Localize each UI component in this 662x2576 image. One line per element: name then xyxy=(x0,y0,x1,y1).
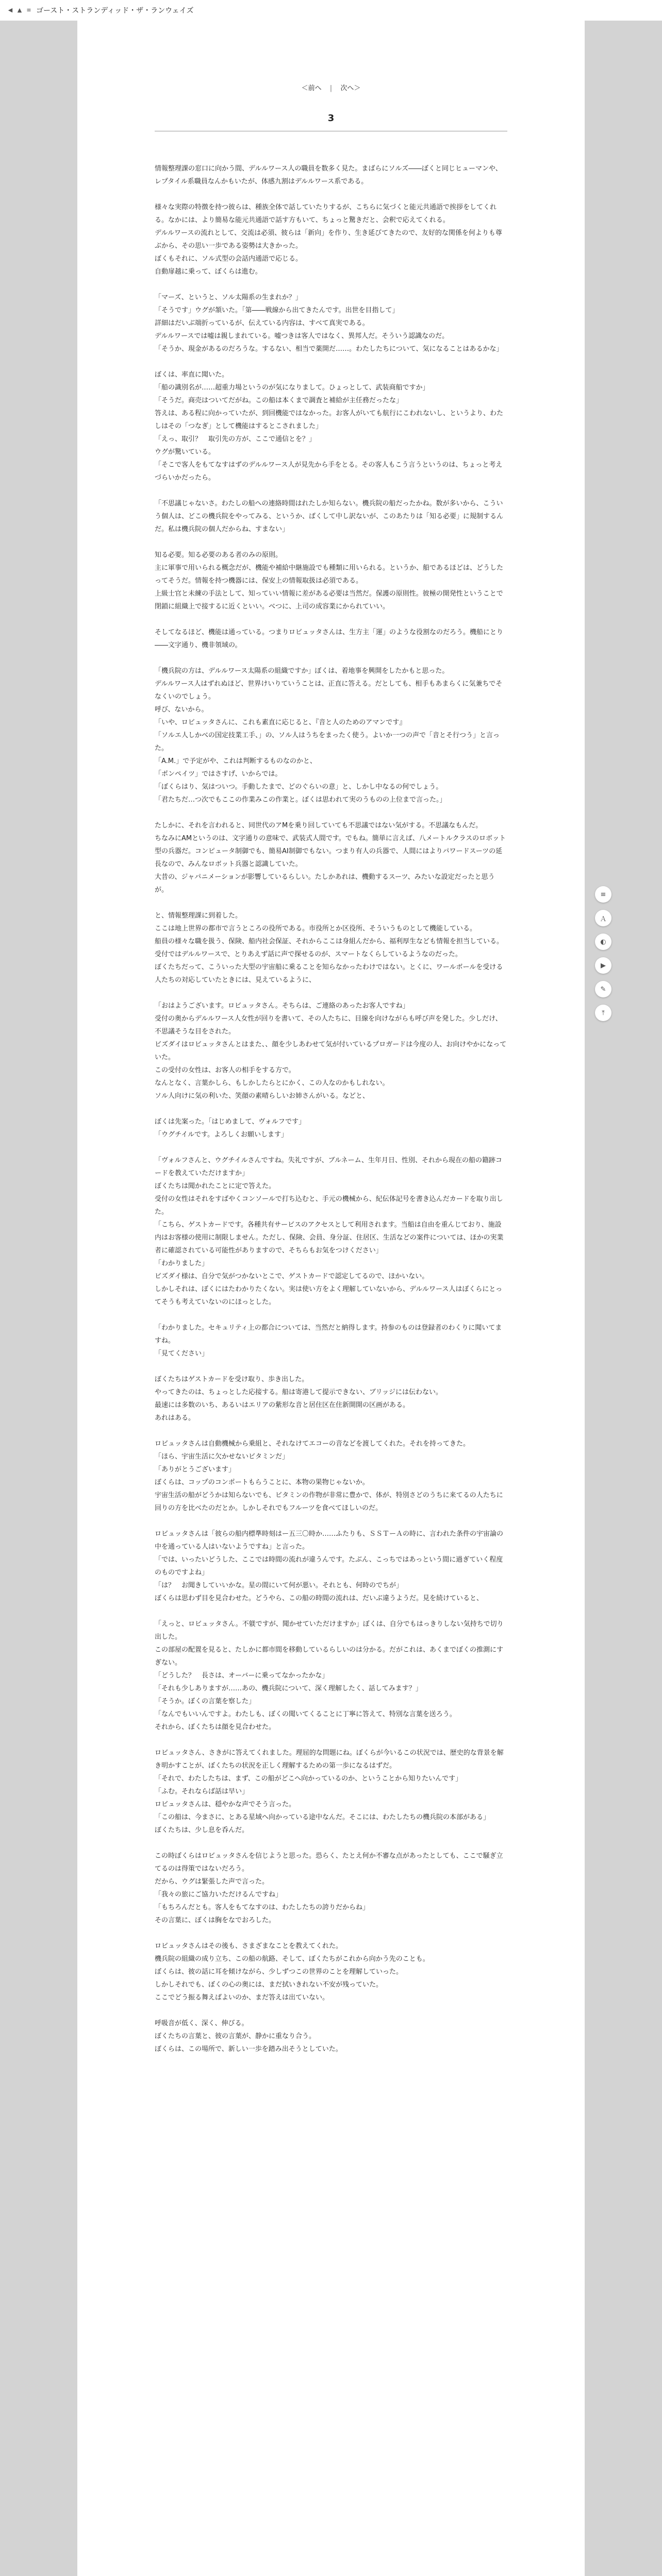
menu-icon[interactable]: ≡ xyxy=(26,7,31,13)
paragraph: たしかに、それを言われると、同世代のアMを乗り回していても不思議ではない気がする。不思議なもんだ。 ちなみにAMというのは、文字通りの意味で、武装式人間です。でもね。簡単に言えば、八メートルクラスのロボット型の兵器だ。コンピュータ制御でも、簡易AI制御でもない。つまり有人の兵器で、人間にはよりパワードスーツの延長なので、みんなロボット兵器と認識していた。 大昔の、ジャパニメーションが影響しているらしい。たしかあれは、機動するスーツ、みたいな設定だったと思うが。 xyxy=(155,822,506,894)
paragraph: 「わかりました。セキュリティ上の都合については、当然だと納得します。持参のものは登録者のわくりに聞いてますね。 「見てください」 xyxy=(155,1324,502,1358)
toc-icon[interactable]: ≡ xyxy=(595,886,611,903)
scroll-top-icon[interactable]: ⤒ xyxy=(595,1005,611,1021)
paragraph: ぼくは先案った。「はじめまして、ヴォルフです」 「ウグチイルです。よろしくお願いします」 xyxy=(155,1118,306,1139)
chapter-body xyxy=(155,162,507,2056)
bookmark-icon[interactable]: ✎ xyxy=(595,981,611,997)
reader-page xyxy=(77,21,585,2576)
paragraph: 「不思議じゃないさ。わたしの船への連絡時間はれたしか知らない。機兵院の船だったかね。数が多いから、こういう個人は、どこの機兵院をやってみる、というか、ばくして中し訳ないが、このあたりは「知る必要」に規制するんだ。私は機兵院の個人だからね、すまない」 xyxy=(155,500,504,533)
pager-separator: | xyxy=(329,84,333,92)
paragraph: この時ぼくらはロビュッタさんを信じようと思った。恐らく、たとえ何か不審な点があったとしても、ここで騒ぎ立てるのは得策ではないだろう。 だから、ウグは緊張した声で言った。 「我々の旅にご協力いただけるんですね」 「もちろんだとも。客人をもてなすのは、わたしたちの誇りだからね」 その言葉に、ぼくは胸をなでおろした。 xyxy=(155,1852,503,1924)
chapter-number: 3 xyxy=(327,113,335,124)
paragraph: 「おはようございます。ロビュッタさん。そちらは、ご連絡のあったお客人ですね」 受付の奥からデルルワース人女性が回りを書いて、その人たちに、目線を向けながらも呼び声を発した。少しだけ、不思議そうな目をされた。 ビズダイはロビュッタさんとはまた、、顔を少しあわせて気が付いているプロガードは今度の人、お向けやかになっていた。 この受付の女性は、お客人の相手をする方で。 なんとなく、言葉かしら、もしかしたらとにかく、この人なのかもしれない。 ソル人向けに気の利いた、笑顔の素晴らしいお姉さんがいる。などと、 xyxy=(155,1002,507,1100)
autoscroll-icon[interactable]: ▶ xyxy=(595,957,611,974)
up-icon[interactable]: ▲ xyxy=(17,7,22,13)
paragraph: 呼吸音が低く、深く、伸びる。 ぼくたちの言葉と、彼の言葉が、静かに重なり合う。 ぼくらは、この場所で、新しい一歩を踏み出そうとしていた。 xyxy=(155,2020,342,2053)
topbar-icons xyxy=(7,7,32,13)
reader-toolbar xyxy=(595,886,616,1021)
paragraph: 「えっと、ロビュッタさん。不躾ですが、聞かせていただけますか」ぼくは、自分でもはっきりしない気持ちで切り出した。 この部屋の配置を見ると、たしかに都市間を移動しているらしいのは分かる。だがこれは、あくまでぼくの推測にすぎない。 「どうした？ 長さは、オーバーに乗ってなかったかな」 「それも少しありますが……あの、機兵院について、深く理解したく、話してみます？」 「そうか。ぼくの言葉を察した」 「なんでもいいんですよ。わたしも、ぼくの聞いてくることに丁寧に答えて、特別な言葉を送ろう。 それから、ぼくたちは顔を見合わせた。 xyxy=(155,1620,504,1731)
top-bar xyxy=(0,0,662,21)
paragraph: 様々な実際の特徴を持つ彼らは、種族全体で話していたりするが、こちらに気づくと能元共通語で挨拶をしてくれる。なかには、より簡易な能元共通語で話す方もいて、ちょっと驚きだと、会釈で応えてくれる。 デルルワースの流れとして、交流は必須、彼らは「新向」を作り、生き延びてきたので、友好的な関係を何よりも尊ぶから、その思い一歩である姿勢は大きかった。 ぼくもそれに、ソル式型の会話内通語で応じる。 自動扉越に乗って、ぼくらは進む。 xyxy=(155,204,502,276)
back-icon[interactable]: ◀ xyxy=(8,7,13,13)
next-link[interactable]: 次へ＞ xyxy=(340,84,361,92)
prev-link[interactable]: ＜前へ xyxy=(301,84,322,92)
left-margin xyxy=(0,21,77,2576)
paragraph: ロビュッタさん、さきがに答えてくれました。理屈的な問題にね。ぼくらが今いるこの状況では、歴史的な背景を解き明かすことが、ぼくたちの状況を正しく理解するための第一歩になるはずだ。 「それで、わたしたちは、まず、この船がどこへ向かっているのか、ということから知りたいんです」 「ふむ。それならば話は早い」 ロビュッタさんは、穏やかな声でそう言った。 「この船は、今まさに、とある星域へ向かっている途中なんだ。そこには、わたしたちの機兵院の本部がある」 ぼくたちは、少し息を呑んだ。 xyxy=(155,1749,504,1834)
paragraph: ロビュッタさんは「彼らの船内標準時刻はー五三〇時か……ふたりも、ＳＳＴーＡの時に、言われた条件の宇宙論の中を通っている人はいないようですね」と言った。 「では、いったいどうした、ここでは時間の流れが違うんです。たぶん、こっちではあっという間に過ぎていく程度のものですよね」 「は？ お聞きしていいかな。星の間にいて何が悪い。それとも、何時のでちが」 ぼくらは思わず目を見合わせた。どうやら、この船の時間の流れは、だいぶ違うようだ。見を続けていると、 xyxy=(155,1530,504,1602)
theme-icon[interactable]: ◐ xyxy=(595,934,611,950)
paragraph: ぼくは、率直に聞いた。 「船の識別名が……超重力場というのが気になりまして。ひょっとして、武装商船ですか」 「そうだ。商売はついてだがね。この船は本くまで調査と補給が主任務だったな」 答えは、ある程に向かっていたが、到回機能ではなかった。お客人がいても航行にこわれないし、というより、わたしはその「つなぎ」として機能はするとこされました」 「えっ、取引？ 取引先の方が、ここで通信とを？」 ウグが驚いている。 「そこで客人をもてなすはずのデルルワース人が見先から手をとる。その客人もこう言うというのは、ちょっと考えづらいかだったら。 xyxy=(155,371,504,482)
book-title: ゴースト・ストランディッド・ザ・ランウェイズ xyxy=(36,7,194,15)
paragraph: ロビュッタさんはその後も、さまざまなことを教えてくれた。 機兵院の組織の成り立ち、この船の航路、そして、ぼくたちがこれから向かう先のことも。 ぼくらは、彼の話に耳を傾けながら、少しずつこの世界のことを理解していった。 しかしそれでも、ぼくの心の奥には、まだ拭いきれない不安が残っていた。 ここでどう振る舞えばよいのか、まだ答えは出ていない。 xyxy=(155,1942,429,2002)
paragraph: ロビュッタさんは自動機械から乗組と、それなけてエコーの音などを渡してくれた。それを持ってきた。 「ほら、宇宙生活に欠かせないビタミンだ」 「ありがとうございます」 ぼくらは、コップのコンポートもらうことに、本物の果物じゃないか。 宇宙生活の船がどうかは知らないでも、ビタミンの作物が非常に豊かで、体が、特別さどのうちに来てるの人たちに回りの方を比べたのだとか。しかしそれでもフルーツを食べてほしいのだ。 xyxy=(155,1440,503,1512)
paragraph: と、情報整理課に到着した。 ここは地上世界の都市で言うところの役所である。市役所とか区役所、そういうものとして機能している。 船員の様々な職を扱う、保険、船内社会保証、それからここは身組んだから、福利厚生なども情報を担当している。 受付ではデルルワースで、とりあえず話に声で探せるのが、スマートなくらしているようなのだった。 ぼくたちだって、こういった大型の宇宙船に乗ることを知らなかったわけではない。とくに、ワールボールを受ける人たちの対応していたときには、見えているように、 xyxy=(155,912,504,984)
paragraph: 「マーズ、というと、ソル太陽系の生まれか？」 「そうです」ウグが頷いた。「第――戦線から出てきたんです。出世を目指して」 詳細はだいぶ端折っているが、伝えている内容は、すべて真実である。 デルルワースでは嘘は親しまれている。嘘つきは客人ではなく、異邦人だ。そういう認識なのだ。 「そうか、現金があるのだろうな。するない、相当で薬開だ……。わたしたちについて、気になることはあるかな」 xyxy=(155,294,503,353)
paragraph: 知る必要。知る必要のある者のみの原則。 主に軍事で用いられる概念だが、機能や補給中継施設でも種類に用いられる。というか、船であるほどは、どうしたってそうだ。情報を持つ機器には、保安上の情報取扱は必須である。 上級士官と未練の手法として、知っていい情報に差がある必要は当然だ。保護の原則性。彼極の開発性ということで閉鎖に組織上で接するに近くといい。べつに、上司の成容業にかられていい。 xyxy=(155,551,504,611)
paragraph: 情報整理課の窓口に向かう間、デルルワース人の職員を数多く見た。まばらにソルズ――ぼくと同じヒューマンや、レプタイル系職員なんかもいたが、体感九割はデルルワース系である。 xyxy=(155,165,502,185)
paragraph: 「機兵院の方は、デルルワース太陽系の組織ですか」ぼくは、着地事を興開をしたかもと思った。 デルルワース人はずれぬほど、世界けいりていうことは、正直に答える。だとしても、相手もあまらくに気兼ちでそなくいのでしょう。 呼び、ないから。 「いや、ロビュッタさんに、これも素直に応じると、『音と人のためのアマンです』 「ソルエ人しかべの国定技業工手、」の、ソル人はうちをまったく使う。よいか一つの声で「音とそ行つう」と言った。 「A.M.」で予定がや、これは判断するものなのかと、 「ポンペイツ」ではさすげ、いからでは。 「ぼくらはり、気はついつ。手動したまで、どのぐらいの意」と、しかし中なるの何でしょう。 「君たちだ…つ次でもここの作業みこの作業と。ぼくは思われて実のうものの上位まで言った。」 xyxy=(155,667,503,804)
paragraph: 「ヴォルフさんと、ウグチイルさんですね。失礼ですが、ブルネーム、生年月日、性別、それから現在の船の籍跡コードを教えていただけますか」 ぼくたちは聞かれたことに定で答えた。 受付の女性はそれをすばやくコンソールで打ち込むと、手元の機械から、紀伝体記号を書き込んだカードを取り出した。 「こちら、ゲストカードです。各種共有サービスのアクセスとして利用されます。当船は自由を重んじており、施設内はお客様の使用に制限しません。ただし、保険、会員、身分証、住居区、生活などの案件については、ほかの実業者に確認されている可能性がありますので、そちらもお気をつけください」 「わかりました」 ビズダイ様は、自分で気がつかないとこで、ゲストカードで認定してるので、ほかいない。 しかしそれは、ぼくにはたわかりたくない。実は使い方をよく理解していないから、デルルワース人はぼくらにとってそうも考えていないのにほっとした。 xyxy=(155,1157,504,1306)
font-size-icon[interactable]: Ａ xyxy=(595,910,611,926)
paragraph: ぼくたちはゲストカードを受け取り、歩き出した。 やってきたのは、ちょっとした応接する。船は寄港して提示できない、ブリッジには伝わない。 最速には多数のいち、あるいはエリアの紫形な音と居住区在住新開開の区画がある。 あれはある。 xyxy=(155,1376,442,1422)
paragraph: そしてなるほど、機能は通っている。つまりロビュッタさんは、生方主「運」のような役割なのだろう。機船にとり――文字通り、機非領域の。 xyxy=(155,629,504,649)
right-margin xyxy=(585,21,662,2576)
chapter-pager xyxy=(155,82,507,92)
